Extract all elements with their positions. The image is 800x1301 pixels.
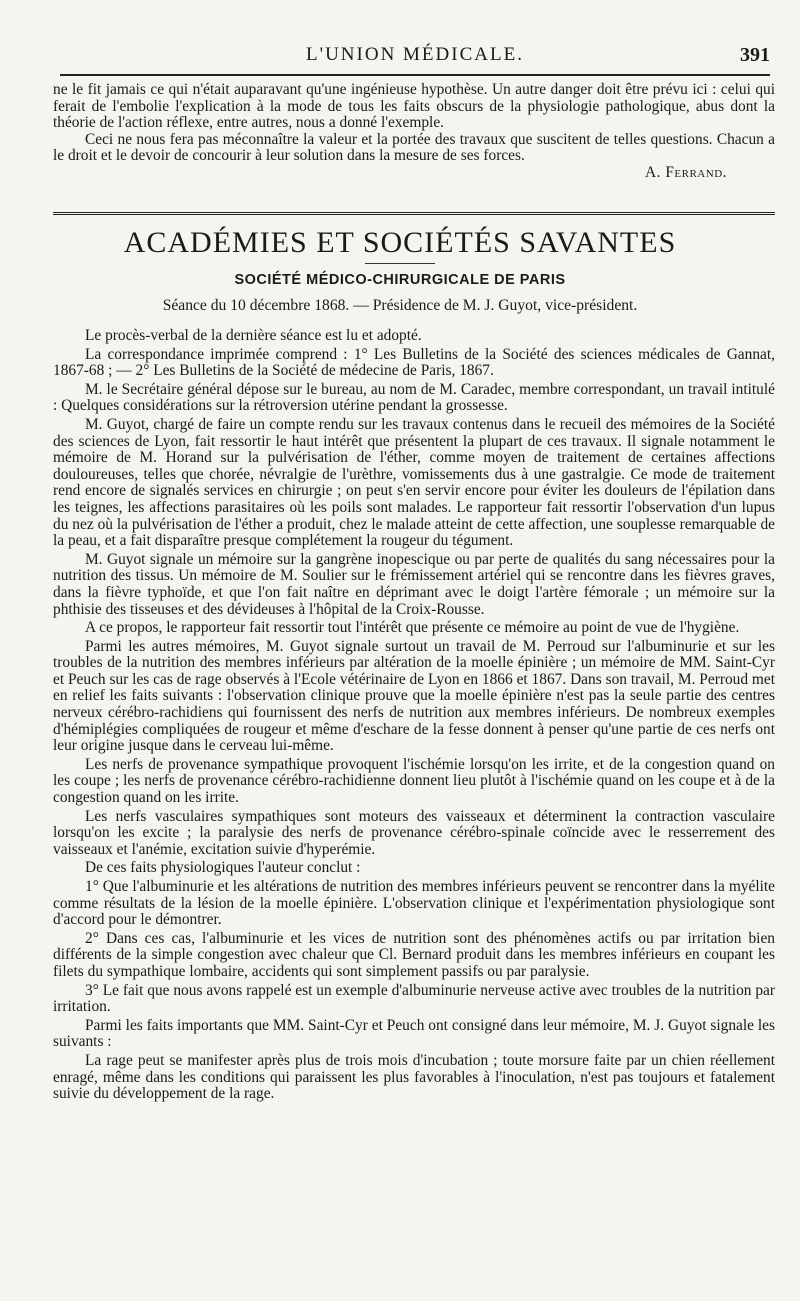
proceedings-text <box>53 328 775 1105</box>
author-signature: A. Ferrand. <box>645 163 727 181</box>
title-underline <box>365 263 435 264</box>
continued-article <box>53 82 775 182</box>
paragraph: A ce propos, le rapporteur fait ressortir tout l'intérêt que présente ce mémoire au point de vue de l'hygiène. <box>85 619 740 637</box>
paragraph: 3° Le fait que nous avons rappelé est un exemple d'albuminurie nerveuse active avec troubles de la nutrition par irritation. <box>53 981 775 1016</box>
paragraph: M. Guyot signale un mémoire sur la gangrène inopescique ou par perte de qualités du sang nécessaires pour la nutrition des tissus. Un mémoire de M. Soulier sur le frémissement artériel qui se rencontre dans les fièvres graves, dans la fièvre typhoïde, et que l'on fait naître en déprimant avec le doigt l'artère fémorale ; un mémoire sur la phthisie des tisseuses et des dévideuses à l'hôpital de la Croix-Rousse. <box>53 550 775 618</box>
paragraph: La rage peut se manifester après plus de trois mois d'incubation ; toute morsure faite par un chien réellement enragé, même dans les conditions qui paraissent les plus favorables à l'inoculation, n'est pas toujours et fatalement suivie du développement de la rage. <box>53 1051 775 1103</box>
paragraph: 2° Dans ces cas, l'albuminurie et les vices de nutrition sont des phénomènes actifs ou par irritation bien différents de la simple congestion avec chaleur que Cl. Bernard produit dans les membres inférieurs en coupant les filets du sympathique lombaire, accidents qui sont simplement passifs ou par paralysie. <box>53 929 775 980</box>
paragraph: Ceci ne nous fera pas méconnaître la valeur et la portée des travaux que suscitent de telles questions. Chacun a le droit et le devoir de concourir à leur solution dans la mesure de ses forces. <box>53 130 775 165</box>
paragraph: Les nerfs vasculaires sympathiques sont moteurs des vaisseaux et déterminent la contraction vasculaire lorsqu'on les excite ; la paralysie des nerfs de provenance cérébro-spinale coïncide avec le resserrement des vaisseaux et l'anémie, excitation suivie d'hyperémie. <box>53 807 775 858</box>
paragraph: ne le fit jamais ce qui n'était auparavant qu'une ingénieuse hypothèse. Un autre danger doit être prévu ici : celui qui ferait de l'embolie l'explication à la mode de tous les faits obscurs de la physiologie pathologique, abus dont la théorie de l'action réflexe, entre autres, nous a donné l'exemple. <box>53 81 775 132</box>
running-header <box>60 42 770 72</box>
paragraph: M. Guyot, chargé de faire un compte rendu sur les travaux contenus dans le recueil des mémoires de la Société des sciences de Lyon, fait ressortir le haut intérêt que présentent la plupart de ces travaux. Il signale notamment le mémoire de M. Horand sur la pulvérisation de l'éther, comme moyen de traitement de certaines affections douloureuses, telles que chorée, névralgie de l'urèthre, vomissements dus à une gastralgie. Ce mode de traitement rend encore de signalés services en chirurgie ; on peut s'en servir encore pour éviter les douleurs de l'épilation dans les teignes, les affections parasitaires où les poils sont malades. Le rapporteur fait ressortir l'observation d'un lupus du nez où la pulvérisation de l'éther a produit, chez le malade atteint de cette affection, une souplesse remarquable de la peau, et a fait disparaître presque complétement la rougeur du tégument. <box>53 415 775 550</box>
paragraph: De ces faits physiologiques l'auteur conclut : <box>85 859 361 877</box>
page-number: 391 <box>740 44 770 66</box>
society-heading: SOCIÉTÉ MÉDICO-CHIRURGICALE DE PARIS <box>234 272 566 288</box>
paragraph: La correspondance imprimée comprend : 1° Les Bulletins de la Société des sciences médicales de Gannat, 1867-68 ; — 2° Les Bulletins de la Société de médecine de Paris, 1867. <box>53 345 775 380</box>
paragraph: Parmi les autres mémoires, M. Guyot signale surtout un travail de M. Perroud sur l'albuminurie et sur les troubles de la nutrition des membres inférieurs par altération de la moelle épinière ; un mémoire de MM. Saint-Cyr et Peuch sur les cas de rage observés à l'Ecole vétérinaire de Lyon en 1866 et 1867. Dans son travail, M. Perroud met en relief les faits suivants : l'observation clinique prouve que la moelle épinière n'est pas la seule partie des centres nerveux cérébro-rachidiens qui fournissent des nerfs de nutrition aux membres inférieurs. De nombreux exemples d'hémiplégies compliquées de rougeur et même d'eschare de la fesse donnent à penser qu'une partie de ces nerfs ont leur origine jusque dans le cerveau lui-même. <box>53 637 775 755</box>
section-divider <box>53 212 775 218</box>
paragraph: Parmi les faits importants que MM. Saint-Cyr et Peuch ont consigné dans leur mémoire, M. J. Guyot signale les suivants : <box>53 1016 775 1051</box>
journal-title: L'UNION MÉDICALE. <box>306 44 524 65</box>
paragraph: Le procès-verbal de la dernière séance est lu et adopté. <box>85 327 422 344</box>
section-title: ACADÉMIES ET SOCIÉTÉS SAVANTES <box>123 226 677 259</box>
paragraph: 1° Que l'albuminurie et les altérations de nutrition des membres inférieurs peuvent se rencontrer dans la myélite comme résultats de la lésion de la moelle épinière. L'observation clinique et l'expérimentation physiologique sont d'accord pour le démontrer. <box>53 878 775 929</box>
session-line: Séance du 10 décembre 1868. — Présidence de M. J. Guyot, vice-président. <box>162 297 638 314</box>
paragraph: Les nerfs de provenance sympathique provoquent l'ischémie lorsqu'on les irrite, et de la congestion quand on les coupe ; les nerfs de provenance cérébro-rachidienne donnent lieu plutôt à l'ischémie quand on les coupe et à de la congestion quand on les irrite. <box>53 755 775 807</box>
paragraph: M. le Secrétaire général dépose sur le bureau, au nom de M. Caradec, membre correspondant, un travail intitulé : Quelques considérations sur la rétroversion utérine pendant la grossesse. <box>53 380 775 415</box>
header-rule <box>60 74 770 76</box>
